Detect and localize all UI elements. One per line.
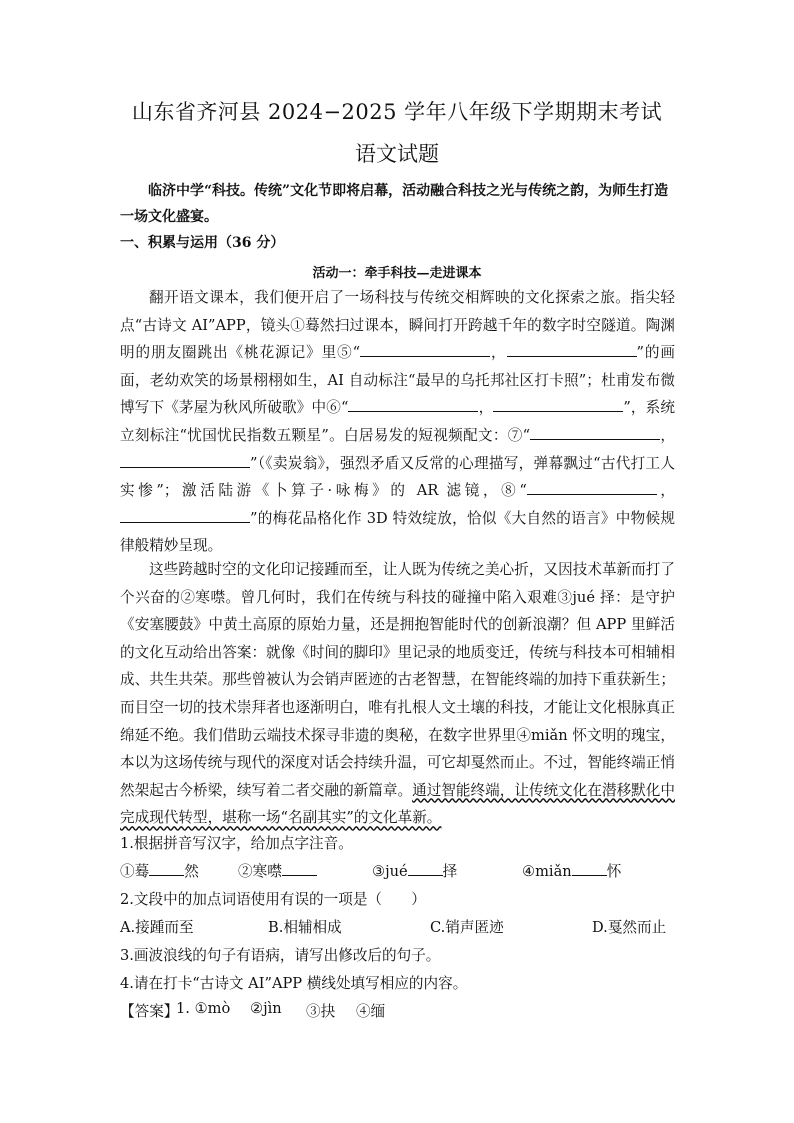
q1-blank-4[interactable] bbox=[572, 860, 607, 876]
q2-option-c[interactable]: C.销声匿迹 bbox=[430, 919, 504, 936]
activity-heading: 活动一：牵手科技—走进课本 bbox=[312, 266, 482, 281]
q1-blank-3[interactable] bbox=[408, 860, 443, 876]
q2-option-a[interactable]: A.接踵而至 bbox=[120, 919, 194, 936]
p1-text-9: ”的梅花品格化作 3D 特效绽放，恰似《大自然的语言》中物候规律般精妙呈现。 bbox=[120, 509, 675, 555]
answer-item-4: ④缅 bbox=[356, 1003, 386, 1020]
p1-text-2: ， bbox=[490, 344, 507, 362]
q1-blank-1[interactable] bbox=[149, 860, 184, 876]
p1-text-7: ”（《卖炭翁》，强烈矛盾又反常的心理描写，弹幕飘过“古代打工人实惨”；激活陆游《卜算子·咏梅》的 AR 滤镜，⑧“ bbox=[120, 454, 675, 500]
q1-item-3: ③jué 择 bbox=[372, 860, 457, 881]
question-1: 1.根据拼音写汉字，给加点字注音。 bbox=[120, 835, 353, 852]
question-3: 3.画波浪线的句子有语病，请写出修改后的句子。 bbox=[120, 947, 441, 964]
intro-paragraph: 临济中学“科技。传统”文化节即将启幕，活动融合科技之光与传统之韵，为师生打造一场文化盛宴。 bbox=[120, 183, 669, 225]
fill-blank-8b[interactable] bbox=[120, 507, 250, 523]
exam-subtitle: 语文试题 bbox=[355, 142, 439, 166]
fill-blank-5b[interactable] bbox=[507, 341, 637, 357]
p1-text-8: ， bbox=[656, 482, 675, 500]
q1-item-2: ②寒噤 bbox=[238, 860, 317, 881]
q1-item-4: ④miǎn 怀 bbox=[522, 860, 621, 881]
q1-item-1: ①蓦 然 bbox=[120, 860, 199, 881]
answer-label: 【答案】 bbox=[120, 1003, 179, 1020]
passage-paragraph-1 bbox=[120, 284, 675, 560]
p2-text: 这些跨越时空的文化印记接踵而至，让人既为传统之美心折，又因技术革新而打了个兴奋的②寒噤。曾几何时，我们在传统与科技的碰撞中陷入艰难③jué 择：是守护《安塞腰鼓》中黄土高原的原始力量，还是拥抱智能时代的创新浪潮？但 APP 里鲜活的文化互动给出答案：就像《时间的脚印》里记录的地质变迁，传统与科技本可相辅相成、共生共荣。那些曾被认为会销声匿迹的古老智慧，在智能终端的加持下重获新生；而目空一切的技术崇拜者也逐渐明白，唯有扎根人文土壤的科技，才能让文化根脉真正绵延不绝。我们借助云端技术探寻非遗的奥秘，在数字世界里④miǎn 怀文明的瑰宝，本以为这场传统与现代的深度对话会持续升温，可它却戛然而止。不过，智能终端正悄然架起古今桥梁，续写着二者交融的新篇章。 bbox=[120, 561, 675, 799]
exam-title: 山东省齐河县 2024−2025 学年八年级下学期期末考试 bbox=[131, 100, 663, 124]
p1-text-5: ”，系统立刻标注“忧国忧民指数五颗星”。白居易发的短视频配文：⑦“ bbox=[120, 399, 675, 444]
answer-item-2: ②jìn bbox=[250, 1000, 282, 1017]
p1-text-4: ， bbox=[478, 399, 494, 417]
passage-paragraph-2 bbox=[120, 556, 675, 832]
fill-blank-8a[interactable] bbox=[527, 479, 657, 495]
fill-blank-6b[interactable] bbox=[493, 396, 623, 412]
wavy-underlined-sentence: 通过智能终端，让传统文化在潜移默化中完成现代转型，堪称一场“名副其实”的文化革新。 bbox=[120, 781, 675, 827]
question-4: 4.请在打卡“古诗文 AI”APP 横线处填写相应的内容。 bbox=[120, 975, 468, 992]
fill-blank-7a[interactable] bbox=[530, 424, 660, 440]
fill-blank-6a[interactable] bbox=[348, 396, 478, 412]
fill-blank-5a[interactable] bbox=[360, 341, 490, 357]
p1-text-6: ， bbox=[660, 426, 675, 444]
section-heading: 一、积累与运用（36 分） bbox=[120, 235, 285, 251]
p1-text-1: 翻开语文课本，我们便开启了一场科技与传统交相辉映的文化探索之旅。指尖轻点“古诗文 AI”APP，镜头①蓦然扫过课本，瞬间打开跨越千年的数字时空隧道。陶渊明的朋友圈跳出《桃花源记》里⑤“ bbox=[120, 289, 675, 362]
p1-text-3: ”的画面，老幼欢笑的场景栩栩如生，AI 自动标注“最早的乌托邦社区打卡照”；杜甫发布微博写下《茅屋为秋风所破歌》中⑥“ bbox=[120, 344, 675, 417]
fill-blank-7b[interactable] bbox=[120, 452, 250, 468]
question-2: 2.文段中的加点词语使用有误的一项是（ ） bbox=[120, 891, 426, 908]
q2-option-d[interactable]: D.戛然而止 bbox=[592, 919, 667, 936]
answer-item-1: 1. ①mò bbox=[176, 1000, 231, 1017]
answer-item-3: ③抉 bbox=[306, 1003, 336, 1020]
q1-blank-2[interactable] bbox=[282, 860, 317, 876]
q2-option-b[interactable]: B.相辅相成 bbox=[268, 919, 342, 936]
